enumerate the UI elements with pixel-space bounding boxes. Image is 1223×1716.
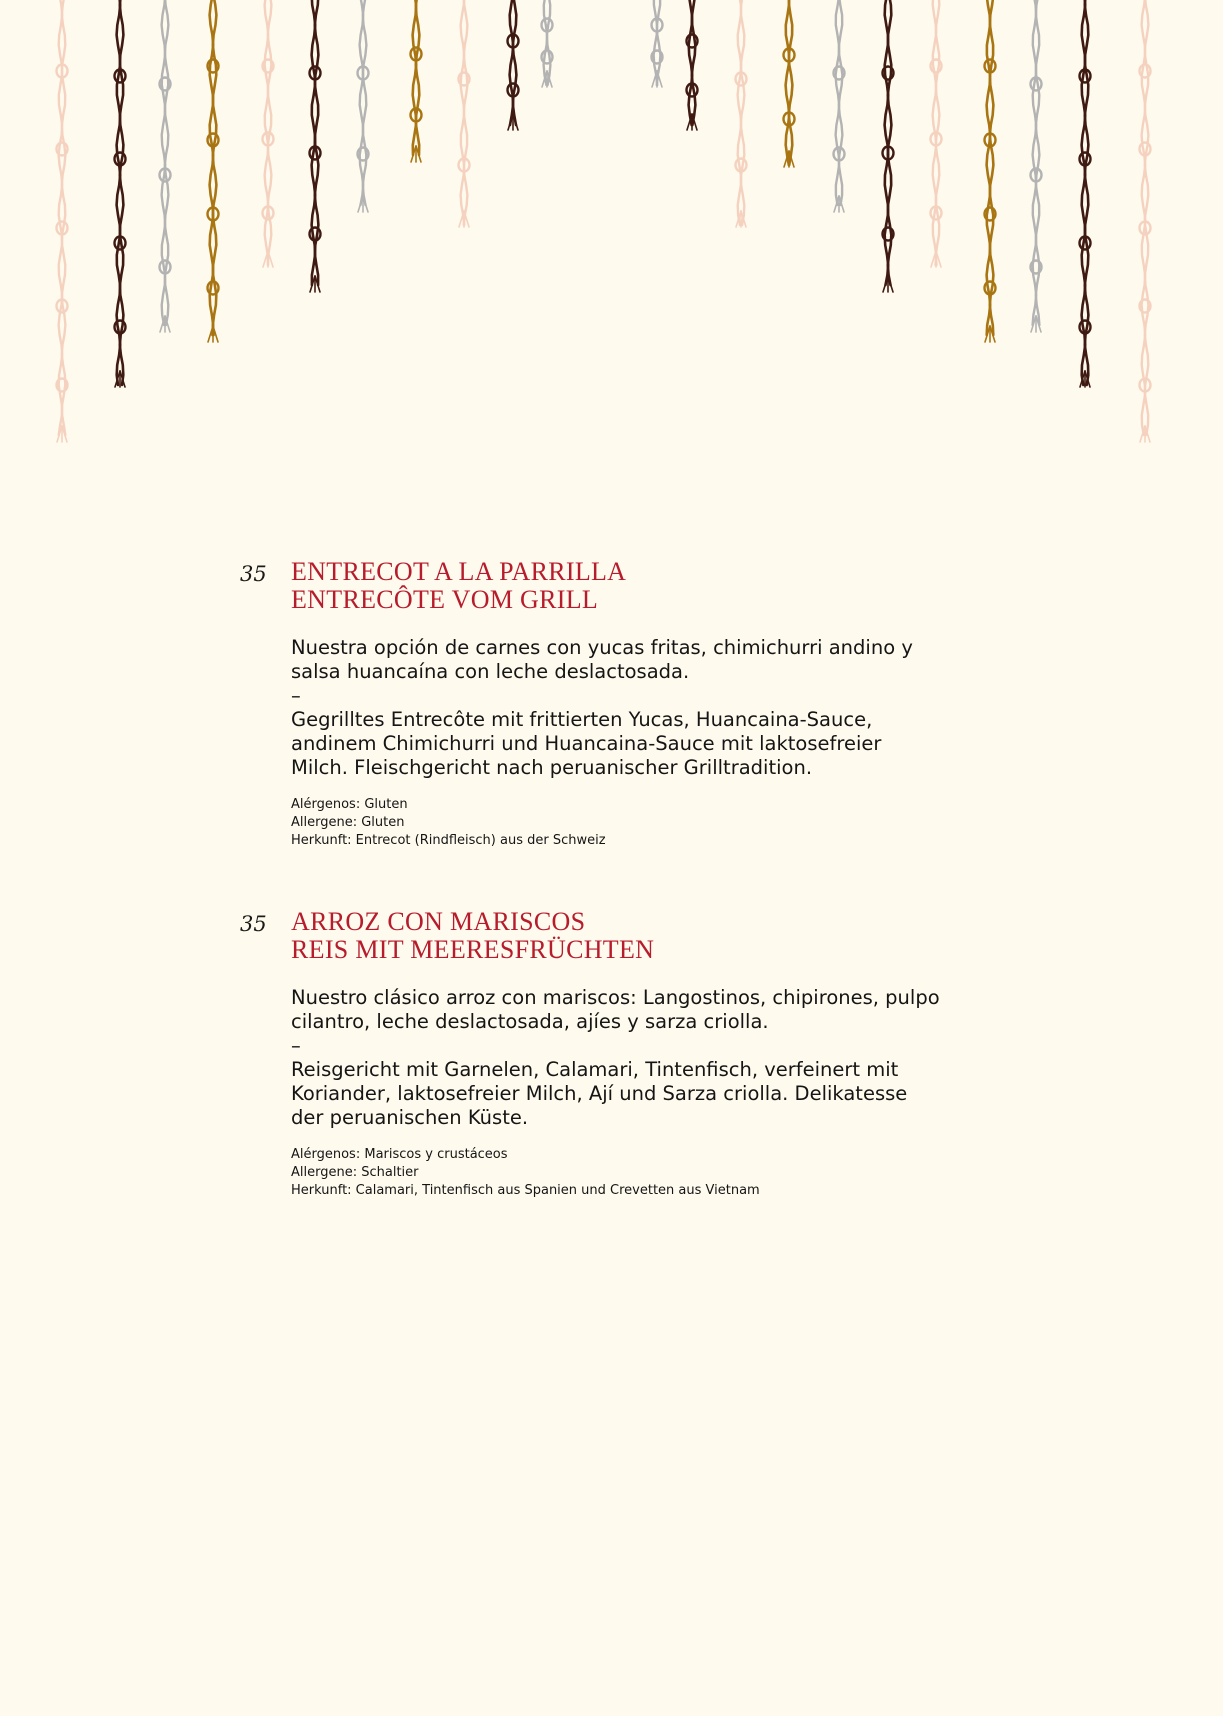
dish-titles — [291, 558, 626, 614]
rope — [1140, 0, 1151, 442]
rope — [1080, 0, 1091, 387]
allergens-es: Alérgenos: Mariscos y crustáceos — [291, 1147, 508, 1162]
rope — [834, 0, 845, 212]
rope — [883, 0, 894, 292]
rope — [1031, 0, 1042, 332]
description-de: Reisgericht mit Garnelen, Calamari, Tintenfisch, verfeinert mit Koriander, laktosefreier Milch, Ají und Sarza criolla. Delikatesse der peruanischen Küste. — [291, 1058, 908, 1129]
description-de: Gegrilltes Entrecôte mit frittierten Yucas, Huancaina-Sauce, andinem Chimichurri und Huancaina-Sauce mit laktosefreier Milch. Fleischgericht nach peruanischer Grilltradition. — [291, 708, 882, 779]
rope — [508, 0, 519, 130]
origin: Herkunft: Entrecot (Rindfleisch) aus der Schweiz — [291, 833, 606, 848]
rope — [931, 0, 942, 267]
rope — [459, 0, 470, 227]
dish-title-de: ENTRECÔTE VOM GRILL — [291, 585, 599, 614]
rope — [411, 0, 422, 162]
rope — [263, 0, 274, 267]
rope — [358, 0, 369, 212]
rope — [687, 0, 698, 130]
rope — [160, 0, 171, 332]
rope — [542, 0, 553, 87]
description-es: Nuestra opción de carnes con yucas fritas, chimichurri andino y salsa huancaína con leche deslactosada. — [291, 636, 913, 683]
dish-title-de: REIS MIT MEERESFRÜCHTEN — [291, 935, 655, 964]
dish-description — [291, 636, 941, 780]
dish-description — [291, 986, 941, 1130]
description-separator: – — [291, 684, 301, 707]
description-es: Nuestro clásico arroz con mariscos: Langostinos, chipirones, pulpo cilantro, leche deslactosada, ajíes y sarza criolla. — [291, 986, 940, 1033]
allergens-es: Alérgenos: Gluten — [291, 797, 408, 812]
rope — [310, 0, 321, 292]
allergens-de: Allergene: Gluten — [291, 815, 405, 830]
rope — [784, 0, 795, 167]
dish-title-es: ARROZ CON MARISCOS — [291, 907, 586, 936]
origin: Herkunft: Calamari, Tintenfisch aus Spanien und Crevetten aus Vietnam — [291, 1183, 760, 1198]
allergen-info — [291, 1146, 941, 1200]
dish-title-es: ENTRECOT A LA PARRILLA — [291, 557, 627, 586]
rope — [652, 0, 663, 87]
allergen-info — [291, 796, 941, 850]
hanging-ropes-icon — [0, 0, 1223, 460]
dish-price: 35 — [240, 562, 267, 586]
rope — [736, 0, 747, 227]
rope — [985, 0, 996, 342]
dish-titles — [291, 908, 654, 964]
rope — [57, 0, 68, 442]
allergens-de: Allergene: Schaltier — [291, 1165, 419, 1180]
description-separator: – — [291, 1034, 301, 1057]
rope — [115, 0, 126, 387]
rope — [208, 0, 219, 342]
dish-price: 35 — [240, 912, 267, 936]
